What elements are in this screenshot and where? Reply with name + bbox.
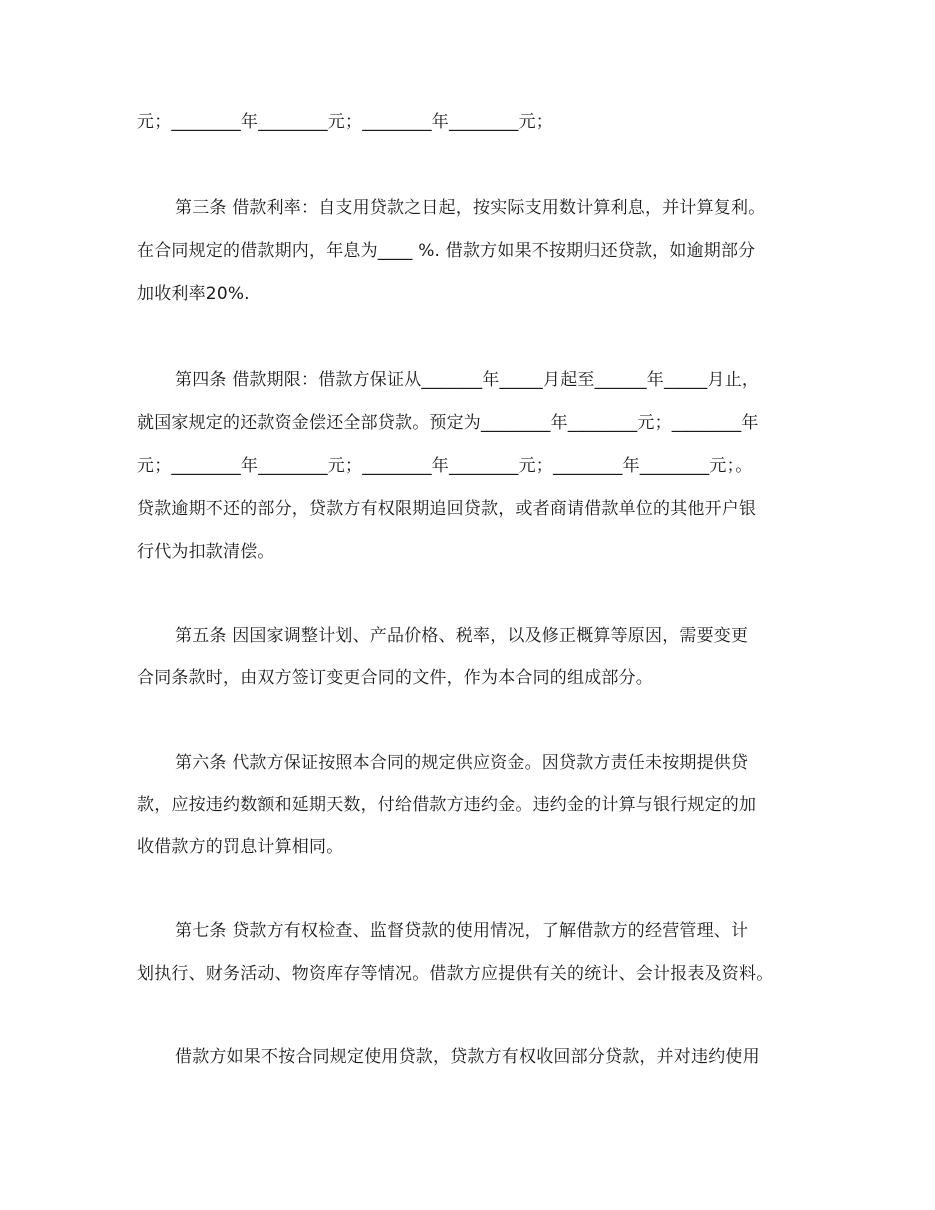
text-line: 贷款逾期不还的部分，贷款方有权限期追回贷款，或者商请借款单位的其他开户银 — [137, 499, 757, 519]
text-line: 就国家规定的还款资金偿还全部贷款。预定为________年________元；________年 — [137, 413, 759, 433]
text-line: 借款方如果不按合同规定使用贷款，贷款方有权收回部分贷款，并对违约使用 — [175, 1047, 760, 1067]
text-line: 加收利率20%. — [137, 284, 250, 304]
text-line: 元；________年________元；________年________元；________年________元；。 — [137, 456, 753, 476]
text-line: 行代为扣款清偿。 — [137, 542, 275, 562]
text-line: 款，应按违约数额和延期天数，付给借款方违约金。违约金的计算与银行规定的加 — [137, 795, 757, 815]
text-line: 元；________年________元；________年________元； — [137, 112, 553, 132]
text-line: 合同条款时，由双方签订变更合同的文件，作为本合同的组成部分。 — [137, 668, 653, 688]
text-line: 划执行、财务活动、物资库存等情况。借款方应提供有关的统计、会计报表及资料。 — [137, 964, 774, 984]
clause-5-heading: 第五条 因国家调整计划、产品价格、税率，以及修正概算等原因，需要变更 — [175, 626, 749, 646]
clause-4-heading: 第四条 借款期限：借款方保证从_______年_____月起至______年_____月止， — [175, 370, 760, 390]
clause-3-heading: 第三条 借款利率：自支用贷款之日起，按实际支用数计算利息，并计算复利。 — [175, 198, 766, 218]
text-line: 在合同规定的借款期内，年息为____ %. 借款方如果不按期归还贷款，如逾期部分 — [137, 241, 756, 261]
text-line: 收借款方的罚息计算相同。 — [137, 837, 344, 857]
clause-6-heading: 第六条 代款方保证按照本合同的规定供应资金。因贷款方责任未按期提供贷 — [175, 753, 749, 773]
clause-7-heading: 第七条 贷款方有权检查、监督贷款的使用情况，了解借款方的经营管理、计 — [175, 921, 749, 941]
